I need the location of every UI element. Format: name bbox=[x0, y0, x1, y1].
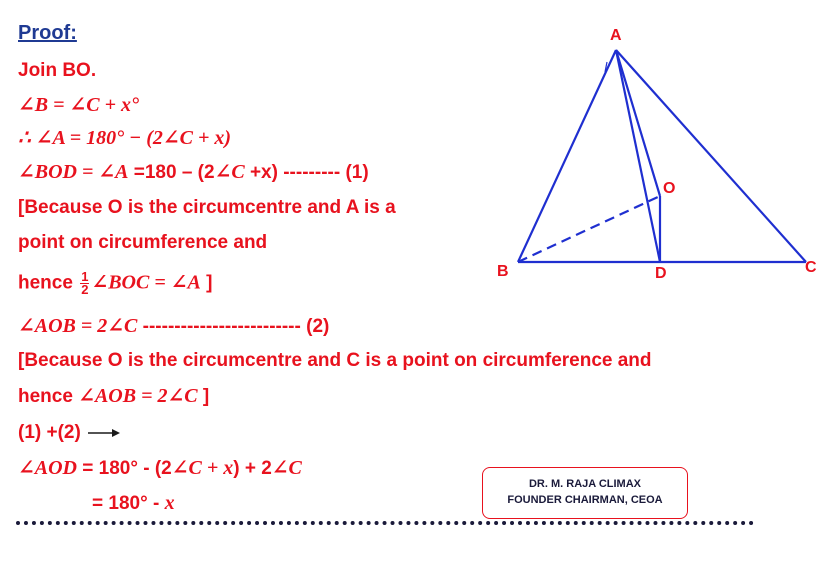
segment-ao bbox=[616, 50, 660, 196]
eq-aod-c2: ∠C bbox=[271, 457, 302, 479]
fraction-denominator: 2 bbox=[81, 282, 89, 297]
eq-bod: ∠BOD = ∠A bbox=[18, 161, 129, 183]
proof-line-9: [Because O is the circumcentre and C is a point on circumference and bbox=[18, 350, 652, 371]
proof-line-5: [Because O is the circumcentre and A is a bbox=[18, 197, 396, 218]
proof-line-6: point on circumference and bbox=[18, 232, 268, 253]
vertex-label-b: B bbox=[497, 263, 509, 280]
bracket-close: ] bbox=[200, 272, 213, 294]
eq-aod-plus: ) + 2 bbox=[233, 458, 272, 479]
sum-label: (1) +(2) bbox=[18, 422, 81, 443]
side-ab bbox=[518, 50, 616, 262]
eq-aod-c: ∠C + x bbox=[171, 457, 234, 479]
eq-bod-tail: +x) --------- (1) bbox=[244, 162, 369, 183]
hence-word-2: hence bbox=[18, 386, 79, 407]
fraction-numerator: 1 bbox=[81, 269, 89, 284]
eq-boc: ∠BOC = ∠A bbox=[91, 271, 201, 294]
eq-bod-rhs: =180 – (2 bbox=[128, 162, 215, 183]
badge-role: FOUNDER CHAIRMAN, CEOA bbox=[507, 494, 663, 506]
badge-name: DR. M. RAJA CLIMAX bbox=[528, 478, 642, 490]
eq-bod-c: ∠C bbox=[214, 161, 245, 183]
hence-word: hence bbox=[18, 272, 79, 294]
vertex-label-o: O bbox=[663, 180, 676, 197]
vertex-label-a: A bbox=[610, 27, 622, 44]
eq-aod-mid: = 180° - (2 bbox=[76, 458, 172, 479]
eq-aob: ∠AOB = 2∠C bbox=[18, 315, 138, 337]
eq-aob-2: ∠AOB = 2∠C bbox=[78, 385, 198, 407]
eq-aod: ∠AOD bbox=[18, 457, 77, 479]
segment-ad bbox=[616, 50, 660, 262]
triangle-lines bbox=[518, 50, 806, 262]
eq-angle-a: ∴ ∠A = 180° − (2∠C + x) bbox=[18, 127, 232, 149]
eq-result: = 180° - bbox=[92, 493, 165, 514]
side-ac bbox=[616, 50, 806, 262]
proof-line-1: Join BO. bbox=[18, 60, 97, 81]
eq-result-x: x bbox=[164, 492, 175, 514]
bracket-close-2: ] bbox=[197, 386, 210, 407]
segment-bo-dashed bbox=[518, 196, 660, 262]
vertex-label-c: C bbox=[805, 259, 817, 276]
vertex-label-d: D bbox=[655, 265, 667, 282]
eq-angle-b: ∠B = ∠C + x° bbox=[18, 94, 139, 116]
proof-title: Proof: bbox=[18, 22, 77, 44]
eq-aob-tail: ------------------------- (2) bbox=[137, 316, 330, 337]
